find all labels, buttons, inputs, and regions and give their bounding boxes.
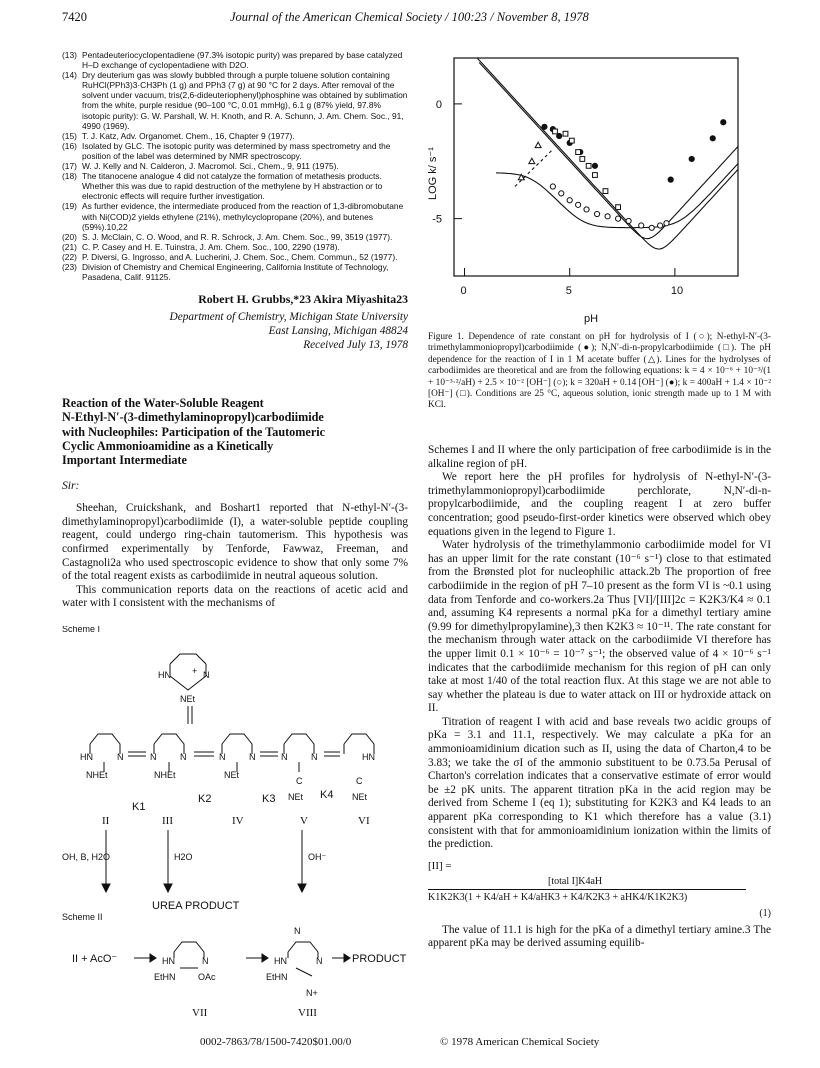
- reference-item: (22) P. Diversi, G. Ingrosso, and A. Lucherini, J. Chem. Soc., Chem. Commun., 52 (1977).: [62, 251, 398, 262]
- left-column: [62, 50, 408, 611]
- svg-text:H2O: H2O: [174, 852, 193, 862]
- data-point-trimethylammonio: [721, 120, 726, 125]
- svg-text:C: C: [296, 776, 303, 786]
- data-point-trimethylammonio: [542, 124, 547, 129]
- reference-item: (17) W. J. Kelly and N. Calderon, J. Macromol. Sci., Chem., 9, 911 (1975).: [62, 161, 339, 172]
- journal-running-title: Journal of the American Chemical Society / 100:23 / November 8, 1978: [230, 10, 589, 24]
- x-tick-label: 0: [460, 285, 467, 297]
- svg-text:K2: K2: [198, 793, 212, 805]
- page-header: [62, 10, 782, 28]
- data-point-acetate: [529, 158, 535, 163]
- svg-text:N: N: [202, 956, 209, 966]
- figure-1: [428, 50, 768, 340]
- svg-text:N: N: [294, 926, 301, 936]
- affiliation-department: Department of Chemistry, Michigan State University: [169, 311, 408, 324]
- svg-text:N: N: [316, 956, 323, 966]
- data-point-dipropyl: [553, 129, 558, 134]
- svg-text:NEt: NEt: [180, 694, 196, 704]
- data-point-dipropyl: [576, 150, 581, 155]
- reference-item: (18) The titanocene analogue 4 did not catalyze the formation of metathesis products. Whether this was due to rapid destruction of the methylene by H abstraction or to electronic effects will require further investigation.: [62, 171, 383, 202]
- left-body-text: [62, 502, 408, 611]
- paragraph: Sheehan, Cruickshank, and Boshart1 reported that N-ethyl-N′-(3-dimethylaminopropyl)carbodiimide (I), a water-soluble peptide coupling reagent, could undergo ring-chain tautomerism. This hypothesis was confirmed experimentally by Tenforde, Fawwaz, Freeman, and Castagnoli2a who used spectroscopic evidence to show that only some 7% of the total reagent exists as carbodiimide in neutral aqueous solution.: [62, 502, 408, 583]
- svg-text:HN: HN: [274, 956, 287, 966]
- svg-text:OH, B, H2O: OH, B, H2O: [62, 852, 111, 862]
- equation-lhs: [II] =: [428, 859, 452, 872]
- reference-item: (20) S. J. McClain, C. O. Wood, and R. R. Schrock, J. Am. Chem. Soc., 99, 3519 (1977).: [62, 231, 393, 242]
- copyright: © 1978 American Chemical Society: [440, 1036, 600, 1048]
- svg-text:NHEt: NHEt: [154, 770, 176, 780]
- svg-text:II + AcO⁻: II + AcO⁻: [72, 953, 118, 965]
- data-point-hydrolysis-I: [584, 207, 589, 212]
- data-point-trimethylammonio: [710, 136, 715, 141]
- salutation: Sir:: [62, 479, 80, 493]
- issn-code: 0002-7863/78/1500-7420$01.00/0: [200, 1036, 352, 1048]
- svg-text:VIII: VIII: [298, 1007, 317, 1019]
- svg-text:HN: HN: [362, 752, 375, 762]
- data-point-dipropyl: [580, 157, 585, 162]
- data-point-trimethylammonio: [668, 177, 673, 182]
- data-point-dipropyl: [616, 205, 621, 210]
- scheme-1-drawing: [62, 626, 408, 916]
- svg-text:K1: K1: [132, 801, 146, 813]
- right-body-text: [428, 444, 771, 951]
- svg-text:N+: N+: [306, 988, 318, 998]
- svg-text:NHEt: NHEt: [86, 770, 108, 780]
- paragraph: This communication reports data on the reactions of acetic acid and water with I consistent with the mechanisms of: [62, 583, 408, 610]
- svg-text:VII: VII: [192, 1007, 208, 1019]
- reference-item: (15) T. J. Katz, Adv. Organomet. Chem., 16, Chapter 9 (1977).: [62, 130, 295, 141]
- page-number: 7420: [62, 10, 87, 24]
- data-point-hydrolysis-I: [649, 225, 654, 230]
- svg-text:II: II: [102, 815, 110, 827]
- data-point-hydrolysis-I: [559, 191, 564, 196]
- author-line: Robert H. Grubbs,*23 Akira Miyashita23: [198, 292, 408, 307]
- equation-1: [428, 872, 771, 919]
- data-point-hydrolysis-I: [550, 184, 555, 189]
- svg-text:EtHN: EtHN: [154, 972, 176, 982]
- data-point-acetate: [535, 142, 541, 147]
- svg-text:NEt: NEt: [352, 792, 368, 802]
- svg-text:N: N: [203, 670, 210, 680]
- species-rings: [90, 734, 374, 772]
- data-point-dipropyl: [593, 173, 598, 178]
- figure-caption: Figure 1. Dependence of rate constant on pH for hydrolysis of I (○); N-ethyl-N′-(3-trimethylammoniopropyl)carbodiimide (●); N,N′-di-n-propylcarbodiimide (□). The pH dependence for the reaction of I in 1 M acetate buffer (△). Lines for the hydrolyses of carbodiimides are theoretical and are from the following equations: k = 4 × 10⁻⁶ + 10⁻³/(1 + 10⁻³·²/aH) + 2.5 × 10⁻² [OH⁻] (○); k = 320aH + 0.14 [OH⁻] (●); k = 400aH + 1.4 × 10⁻² [OH⁻] (□). Conditions are 25 °C, aqueous solution, ionic strength made up to 1 M with KCl.: [428, 332, 771, 411]
- svg-text:EtHN: EtHN: [266, 972, 288, 982]
- data-point-hydrolysis-I: [658, 223, 663, 228]
- paragraph: Schemes I and II where the only participation of free carbodiimide is in the alkaline region of pH.: [428, 444, 771, 470]
- svg-text:PRODUCT: PRODUCT: [352, 953, 407, 965]
- svg-text:NEt: NEt: [288, 792, 304, 802]
- equation-numerator: [total I]K4aH: [548, 875, 603, 887]
- svg-text:V: V: [300, 815, 308, 827]
- equation-denominator: K1K2K3(1 + K4/aH + K4/aHK3 + K4/K2K3 + aHK4/K1K2K3): [428, 891, 688, 903]
- svg-text:OH⁻: OH⁻: [308, 852, 327, 862]
- svg-text:N: N: [117, 752, 124, 762]
- reference-list: [62, 50, 408, 282]
- received-date: Received July 13, 1978: [303, 339, 408, 352]
- data-point-dipropyl: [603, 189, 608, 194]
- scheme-1: [62, 626, 408, 916]
- scheme-2-rings: [174, 942, 318, 976]
- affiliation-city: East Lansing, Michigan 48824: [268, 325, 408, 338]
- data-point-hydrolysis-I: [594, 211, 599, 216]
- data-point-hydrolysis-I: [615, 216, 620, 221]
- reaction-arrows: [102, 830, 306, 892]
- svg-text:N: N: [180, 752, 187, 762]
- affiliation-block: [62, 310, 408, 352]
- scheme-2-drawing: [62, 912, 408, 1022]
- y-tick-label: 0: [435, 98, 442, 111]
- svg-text:IV: IV: [232, 815, 244, 827]
- data-point-dipropyl: [569, 138, 574, 143]
- svg-text:HN: HN: [80, 752, 93, 762]
- data-point-hydrolysis-I: [639, 223, 644, 228]
- reference-item: (23) Division of Chemistry and Chemical Engineering, California Institute of Technology, Pasadena, Calif. 91125.: [62, 261, 389, 283]
- svg-text:HN: HN: [162, 956, 175, 966]
- reference-item: (19) As further evidence, the intermediate produced from the reaction of 1,3-dibromobutane with Ni(COD)2 yields ethylene (21%), methylcyclopropane (20%), and butenes (59%).10,22: [62, 201, 404, 232]
- svg-text:K3: K3: [262, 793, 276, 805]
- reference-item: (13) Pentadeuteriocyclopentadiene (97.3% isotopic purity) was prepared by base catalyzed H–D exchange of cyclopentadiene with D2O.: [62, 50, 403, 71]
- reference-item: (16) Isolated by GLC. The isotopic purity was determined by mass spectrometry and the position of the label was determined by NMR spectroscopy.: [62, 140, 391, 161]
- y-tick-label: -5: [432, 213, 442, 226]
- data-point-hydrolysis-I: [567, 198, 572, 203]
- svg-text:+: +: [192, 666, 198, 676]
- data-point-dipropyl: [586, 163, 591, 168]
- scheme-2: [62, 912, 408, 1022]
- svg-text:VI: VI: [358, 815, 370, 827]
- x-tick-label: 10: [670, 285, 684, 297]
- svg-text:OAc: OAc: [198, 972, 216, 982]
- paragraph: Water hydrolysis of the trimethylammonio carbodiimide model for VI has an upper limit for the rate constant (10⁻⁶ s⁻¹) close to that estimated from the Brønsted plot for nucleophilic attack.2b The proportion of free carbodiimide in the region of pH 7–10 present as the form VI is ~0.1 using data from Tenforde and co-workers.2a Thus [VI]/[III]2c = K2K3/K4 ≈ 0.1 and, assuming K4 represents a normal pKa for a dimethyl tertiary amine (9.99 for dimethylpropylamine),3 then K2K3 ≈ 10⁻¹¹. The rate constant for the mechanism through water attack on the carbodiimide VI therefore has the upper limit 0.1 × 10⁻⁶ = 10⁻⁷ s⁻¹; the observed value of 4 × 10⁻⁶ s⁻¹ indicates that the carbodiimide mechanism for this region of pH can only take at most 1/40 of the total reaction flux. At this stage we are not able to say whether the plateau is due to water attack on III or hydroxide attack on II.: [428, 539, 771, 715]
- svg-text:C: C: [356, 776, 363, 786]
- ph-rate-chart: [428, 50, 768, 340]
- svg-text:N: N: [219, 752, 226, 762]
- svg-text:III: III: [162, 815, 173, 827]
- scheme-1-label: Scheme I: [62, 626, 101, 634]
- svg-text:N: N: [311, 752, 318, 762]
- svg-text:N: N: [150, 752, 157, 762]
- data-point-trimethylammonio: [689, 156, 694, 161]
- equation-number: (1): [759, 907, 771, 919]
- data-point-hydrolysis-I: [576, 202, 581, 207]
- x-axis-label: pH: [584, 313, 599, 325]
- svg-text:HN: HN: [158, 670, 171, 680]
- x-tick-label: 5: [565, 285, 572, 297]
- paragraph: We report here the pH profiles for hydrolysis of N-ethyl-N′-(3-trimethylammoniopropyl)carbodiimide perchlorate, N,N′-di-n-propylcarbodiimide, and the coupling reagent I at zero buffer concentration; good pseudo-first-order kinetics were observed which obey equations given in the legend to Figure 1.: [428, 471, 771, 538]
- data-point-dipropyl: [563, 131, 568, 136]
- data-point-hydrolysis-I: [626, 218, 631, 223]
- top-ring: [170, 654, 206, 690]
- paragraph: The value of 11.1 is high for the pKa of a dimethyl tertiary amine.3 The apparent pKa may be derived assuming equilib-: [428, 923, 771, 950]
- theory-curve: [477, 58, 738, 249]
- svg-text:N: N: [249, 752, 256, 762]
- y-axis-label: LOG k/ s⁻¹: [428, 147, 439, 200]
- svg-text:UREA PRODUCT: UREA PRODUCT: [152, 900, 240, 912]
- reference-item: (14) Dry deuterium gas was slowly bubbled through a purple toluene solution containing RuHCl(PPh3)3·CH3Ph (1 g) and PPh3 (7 g) at 90 °C for 2 days. After removal of the solvent under vacuum, tris(2,6-dideuteriophenyl)phosphine was obtained by sublimation from the white, purple residue (90–100 °C, 0.01 mmHg), 6.1 g (87% yield, 97.8% isotopic purity): G. W. Parshall, W. H. Knoth, and R. A. Schunn, J. Am. Chem. Soc., 91, 4990 (1969).: [62, 70, 408, 131]
- data-point-trimethylammonio: [592, 163, 597, 168]
- data-point-hydrolysis-I: [664, 221, 669, 226]
- svg-text:N: N: [281, 752, 288, 762]
- scheme-2-label: Scheme II: [62, 912, 103, 922]
- data-point-hydrolysis-I: [605, 214, 610, 219]
- svg-text:NEt: NEt: [224, 770, 240, 780]
- equilibrium-arrows: [128, 752, 340, 756]
- article-title: Reaction of the Water-Soluble Reagent N-Ethyl-N′-(3-dimethylaminopropyl)carbodiimide with Nucleophiles: Participation of the Tautomeric Cyclic Ammonioamidine as a Kinetically Important Intermediate: [62, 396, 326, 467]
- paragraph: Titration of reagent I with acid and base reveals two acidic groups of pKa = 3.1 and 11.1, respectively. We may calculate a pKa for an ammonioamidinium dication such as II, using the data of Charton,4 to be 3.83; we take the σI of the ammonio substituent to be 0.73.5a Perusal of Charton's correlation indicates that a conservative estimate of error would be ±2 pK units. The apparent titration pKa in the acid region may be derived from Scheme I (eq 1); substituting for K2K3 and K4 leads to an apparent pKa corresponding to K1 which therefore has a value (3.1) consistent with that for ammonioamidinium ionization within the limits of the prediction.: [428, 715, 771, 851]
- reference-item: (21) C. P. Casey and H. E. Tuinstra, J. Am. Chem. Soc., 100, 2290 (1978).: [62, 241, 340, 252]
- svg-text:K4: K4: [320, 789, 334, 801]
